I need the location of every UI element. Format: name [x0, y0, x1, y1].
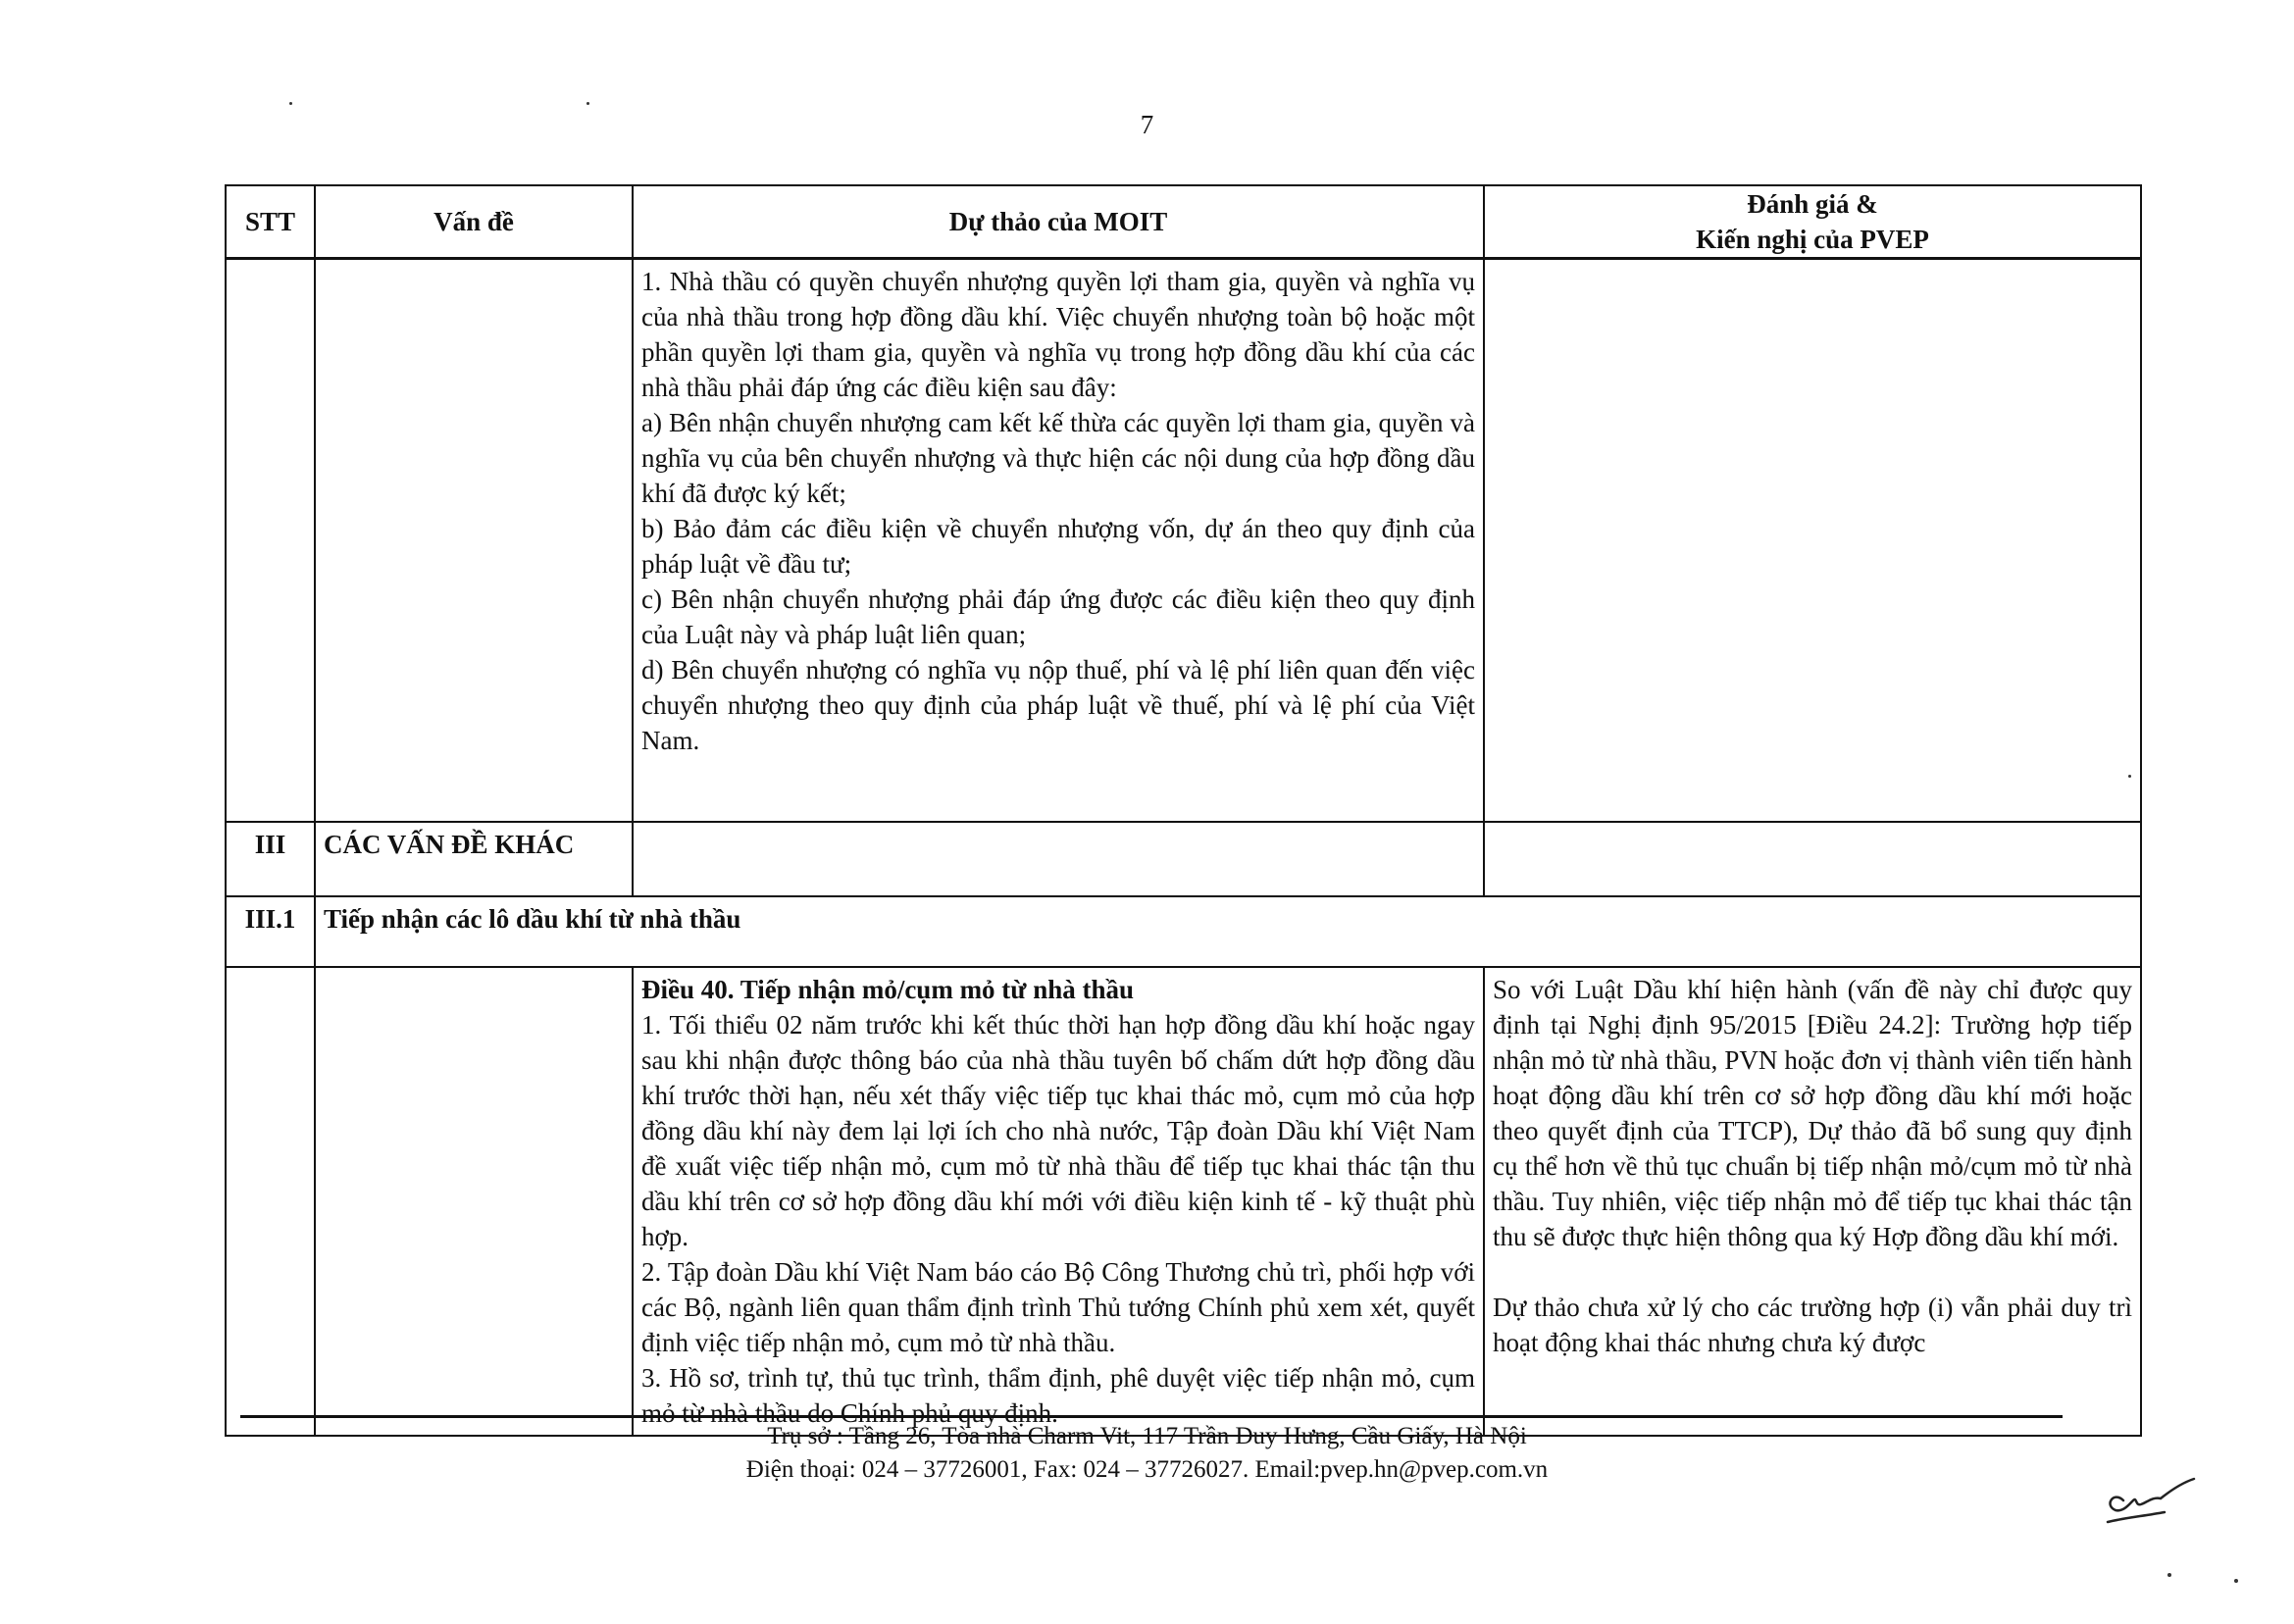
comparison-table [225, 184, 2142, 1437]
draft-paragraph: 1. Nhà thầu có quyền chuyển nhượng quyền lợi tham gia, quyền và nghĩa vụ của nhà thầu trong hợp đồng dầu khí. Việc chuyển nhượng toàn bộ hoặc một phần quyền lợi tham gia, quyền và nghĩa vụ trong hợp đồng dầu khí của các nhà thầu phải đáp ứng các điều kiện sau đây: [641, 267, 1475, 402]
draft-paragraph: 1. Tối thiểu 02 năm trước khi kết thúc thời hạn hợp đồng dầu khí hoặc ngay sau khi nhận được thông báo của nhà thầu tuyên bố chấm dứt hợp đồng dầu khí trước thời hạn, nếu xét thấy việc tiếp tục khai thác mỏ, cụm mỏ của hợp đồng dầu khí này đem lại lợi ích cho nhà nước, Tập đoàn Dầu khí Việt Nam đề xuất việc tiếp nhận mỏ, cụm mỏ từ nhà thầu để tiếp tục khai thác tận thu dầu khí trên cơ sở hợp đồng dầu khí mới với điều kiện kinh tế - kỹ thuật phù hợp. [641, 1010, 1475, 1251]
paragraph-gap [1493, 1254, 2132, 1290]
table-header-row [226, 185, 2141, 259]
subsection-number: III.1 [226, 896, 315, 967]
section-row-iii [226, 822, 2141, 896]
cell-stt [226, 259, 315, 823]
page-number: 7 [1140, 110, 1154, 139]
header-draft: Dự thảo của MOIT [633, 185, 1484, 259]
draft-paragraph: 3. Hồ sơ, trình tự, thủ tục trình, thẩm định, phê duyệt việc tiếp nhận mỏ, cụm mỏ từ nhà thầu do Chính phủ quy định. [641, 1363, 1475, 1428]
draft-paragraph: a) Bên nhận chuyển nhượng cam kết kế thừa các quyền lợi tham gia, quyền và nghĩa vụ của bên chuyển nhượng và thực hiện các nội dung của hợp đồng dầu khí đã được ký kết; [641, 408, 1475, 508]
header-evaluation-line2: Kiến nghị của PVEP [1696, 225, 1929, 254]
draft-paragraph: d) Bên chuyển nhượng có nghĩa vụ nộp thuế, phí và lệ phí liên quan đến việc chuyển nhượng theo quy định của pháp luật về thuế, phí và lệ phí của Việt Nam. [641, 655, 1475, 755]
cell-evaluation [1484, 967, 2141, 1436]
draft-paragraph: 2. Tập đoàn Dầu khí Việt Nam báo cáo Bộ Công Thương chủ trì, phối hợp với các Bộ, ngành liên quan thẩm định trình Thủ tướng Chính phủ xem xét, quyết định việc tiếp nhận mỏ, cụm mỏ từ nhà thầu. [641, 1257, 1475, 1357]
cell-stt [226, 967, 315, 1436]
table-row [226, 967, 2141, 1436]
cell-evaluation [1484, 259, 2141, 823]
header-issue: Vấn đề [315, 185, 633, 259]
article-title: Điều 40. Tiếp nhận mỏ/cụm mỏ từ nhà thầu [641, 975, 1135, 1004]
evaluation-paragraph: Dự thảo chưa xử lý cho các trường hợp (i) vẫn phải duy trì hoạt động khai thác nhưng chưa ký được [1493, 1293, 2132, 1357]
subsection-title: Tiếp nhận các lô dầu khí từ nhà thầu [315, 896, 2141, 967]
section-title: CÁC VẤN ĐỀ KHÁC [315, 822, 633, 896]
scan-speck [2167, 1573, 2171, 1577]
table-row [226, 259, 2141, 823]
footer-address: Trụ sở : Tầng 26, Tòa nhà Charm Vit, 117 Trần Duy Hưng, Cầu Giấy, Hà Nội [767, 1423, 1527, 1449]
section-number: III [226, 822, 315, 896]
cell-draft [633, 259, 1484, 823]
footer-divider [240, 1415, 2063, 1418]
signature-initials [2094, 1461, 2212, 1530]
scan-speck [289, 102, 292, 105]
cell-issue [315, 259, 633, 823]
evaluation-paragraph: So với Luật Dầu khí hiện hành (vấn đề này chỉ được quy định tại Nghị định 95/2015 [Điều 24.2]: Trường hợp tiếp nhận mỏ từ nhà thầu, PVN hoặc đơn vị thành viên tiến hành hoạt động dầu khí trên cơ sở hợp đồng dầu khí mới hoặc theo quyết định của TTCP), Dự thảo đã bổ sung quy định cụ thể hơn về thủ tục chuẩn bị tiếp nhận mỏ/cụm mỏ từ nhà thầu. Tuy nhiên, việc tiếp nhận mỏ để tiếp tục khai thác tận thu sẽ được thực hiện thông qua ký Hợp đồng dầu khí mới. [1493, 975, 2132, 1251]
cell-draft [633, 822, 1484, 896]
scan-speck [2234, 1579, 2238, 1583]
footer [0, 1420, 2294, 1487]
header-evaluation [1484, 185, 2141, 259]
draft-paragraph: c) Bên nhận chuyển nhượng phải đáp ứng được các điều kiện theo quy định của Luật này và pháp luật liên quan; [641, 584, 1475, 649]
scan-speck [2128, 775, 2131, 778]
cell-draft [633, 967, 1484, 1436]
cell-issue [315, 967, 633, 1436]
header-evaluation-line1: Đánh giá & [1747, 189, 1878, 219]
footer-contact: Điện thoại: 024 – 37726001, Fax: 024 – 37726027. Email:pvep.hn@pvep.com.vn [745, 1456, 1549, 1483]
subsection-row-iii1 [226, 896, 2141, 967]
scan-speck [586, 102, 589, 105]
header-stt: STT [226, 185, 315, 259]
cell-evaluation [1484, 822, 2141, 896]
draft-paragraph: b) Bảo đảm các điều kiện về chuyển nhượng vốn, dự án theo quy định của pháp luật về đầu tư; [641, 514, 1475, 579]
